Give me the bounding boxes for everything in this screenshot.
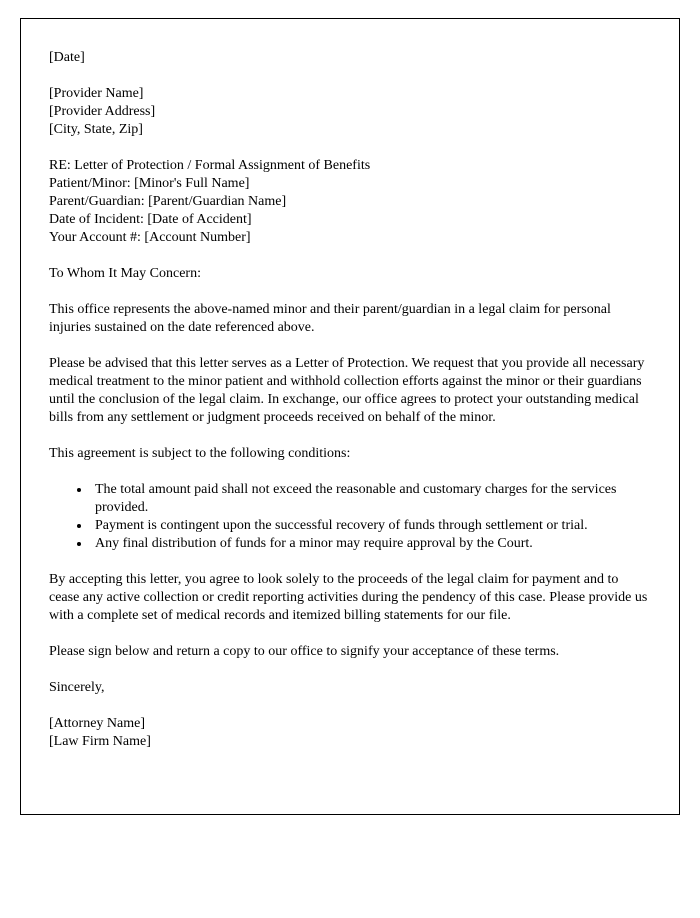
paragraph-4 [49, 643, 649, 661]
patient-minor-line: Patient/Minor: [Minor's Full Name] [49, 176, 250, 191]
condition-item: • The total amount paid shall not exceed the reasonable and customary charges for the services provided. [91, 481, 649, 517]
date-line: [Date] [49, 50, 85, 65]
recipient-block [49, 85, 649, 139]
conditions-intro-block [49, 445, 649, 463]
paragraph-1-text: This office represents the above-named minor and their parent/guardian in a legal claim for personal injuries sustained on the date referenced above. [49, 302, 611, 335]
closing-block [49, 679, 649, 697]
parent-guardian-line: Parent/Guardian: [Parent/Guardian Name] [49, 194, 287, 209]
paragraph-2-text: Please be advised that this letter serves as a Letter of Protection. We request that you provide all necessary medical treatment to the minor patient and withhold collection efforts against the minor or their guardians until the conclusion of the legal claim. In exchange, our office agrees to protect your outstanding medical bills from any settlement or judgment proceeds received on behalf of the minor. [49, 356, 645, 425]
closing-line: Sincerely, [49, 680, 105, 695]
date-of-incident-line: Date of Incident: [Date of Accident] [49, 212, 252, 227]
condition-item: • Payment is contingent upon the successful recovery of funds through settlement or trial. [91, 517, 649, 535]
paragraph-2 [49, 355, 649, 427]
paragraph-3-text: By accepting this letter, you agree to look solely to the proceeds of the legal claim for payment and to cease any active collection or credit reporting activities during the pendency of this case. Please provide us with a complete set of medical records and itemized billing statements for our file. [49, 572, 648, 623]
salutation-block [49, 265, 649, 283]
letter-content [21, 19, 679, 751]
attorney-name-line: [Attorney Name] [49, 716, 146, 731]
re-block [49, 157, 649, 247]
salutation-line: To Whom It May Concern: [49, 266, 201, 281]
letter-page [20, 18, 680, 815]
paragraph-4-text: Please sign below and return a copy to our office to signify your acceptance of these terms. [49, 644, 560, 659]
conditions-list [49, 481, 649, 553]
condition-item: • Any final distribution of funds for a minor may require approval by the Court. [91, 535, 649, 553]
provider-address-line: [Provider Address] [49, 104, 156, 119]
paragraph-1 [49, 301, 649, 337]
signature-block [49, 715, 649, 751]
conditions-intro-text: This agreement is subject to the following conditions: [49, 446, 351, 461]
provider-city-state-zip-line: [City, State, Zip] [49, 122, 143, 137]
re-subject-line: RE: Letter of Protection / Formal Assignment of Benefits [49, 158, 371, 173]
law-firm-name-line: [Law Firm Name] [49, 734, 151, 749]
account-number-line: Your Account #: [Account Number] [49, 230, 251, 245]
date-block [49, 49, 649, 67]
provider-name-line: [Provider Name] [49, 86, 144, 101]
paragraph-3 [49, 571, 649, 625]
